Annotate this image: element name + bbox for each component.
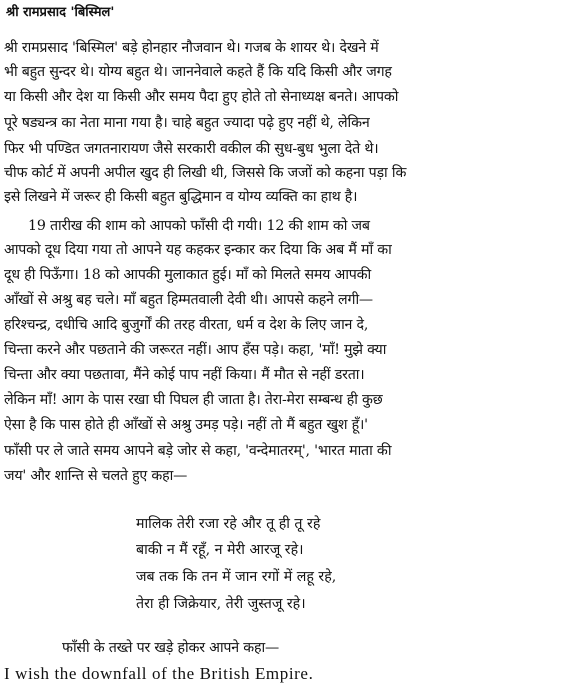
paragraph-1-line: श्री रामप्रसाद 'बिस्मिल' बड़े होनहार नौजवान थे। गजब के शायर थे। देखने में [4, 40, 379, 56]
paragraph-2-line: दूध ही पिऊँगा। 18 को आपकी मुलाकात हुई। माँ को मिलते समय आपकी [4, 267, 371, 283]
paragraph-1-line: या किसी और देश या किसी और समय पैदा हुए होते तो सेनाध्यक्ष बनते। आपको [4, 89, 399, 105]
english-quote: I wish the downfall of the British Empire. [4, 664, 314, 683]
paragraph-1-line: फिर भी पण्डित जगतनारायण जैसे सरकारी वकील की सुध-बुध भुला देते थे। [4, 141, 379, 157]
paragraph-2-line: ऐसा है कि पास होते ही आँखों से अश्रु उमड़ पड़े। नहीं तो मैं बहुत खुश हूँ।' [4, 417, 368, 433]
verse-line: बाकी न मैं रहूँ, न मेरी आरजू रहे। [136, 542, 304, 558]
paragraph-2-line: फाँसी पर ले जाते समय आपने बड़े जोर से कहा, 'वन्देमातरम्', 'भारत माता की [4, 443, 392, 459]
section-heading: श्री रामप्रसाद 'बिस्मिल' [6, 5, 115, 20]
verse-line: तेरा ही जिक्रेयार, तेरी जुस्तजू रहे। [136, 596, 306, 612]
paragraph-1-line: भी बहुत सुन्दर थे। योग्य बहुत थे। जाननेवाले कहते हैं कि यदि किसी और जगह [4, 64, 392, 80]
verse-line: मालिक तेरी रजा रहे और तू ही तू रहे [136, 516, 321, 532]
paragraph-2-line: आँखों से अश्रु बह चले। माँ बहुत हिम्मतवाली देवी थी। आपसे कहने लगी— [4, 292, 373, 308]
paragraph-2-line: हरिश्चन्द्र, दधीचि आदि बुजुर्गों की तरह वीरता, धर्म व देश के लिए जान दे, [4, 317, 369, 333]
paragraph-2-line: चिन्ता करने और पछताने की जरूरत नहीं। आप हँस पड़े। कहा, 'माँ! मुझे क्या [4, 342, 387, 358]
paragraph-1-line: इसे लिखने में जरूर ही किसी बहुत बुद्धिमान व योग्य व्यक्ति का हाथ है। [4, 189, 358, 205]
paragraph-2-line: चिन्ता और क्या पछतावा, मैंने कोई पाप नहीं किया। मैं मौत से नहीं डरता। [4, 367, 365, 383]
paragraph-2-line: जय' और शान्ति से चलते हुए कहा— [4, 468, 188, 484]
paragraph-1-line: चीफ कोर्ट में अपनी अपील खुद ही लिखी थी, जिससे कि जजों को कहना पड़ा कि [4, 165, 407, 181]
closing-line: फाँसी के तख्ते पर खड़े होकर आपने कहा— [62, 640, 279, 656]
paragraph-1-line: पूरे षड्यन्त्र का नेता माना गया है। चाहे बहुत ज्यादा पढ़े हुए नहीं थे, लेकिन [4, 115, 370, 131]
paragraph-2-line: 19 तारीख की शाम को आपको फाँसी दी गयी। 12 की शाम को जब [28, 218, 370, 234]
verse-line: जब तक कि तन में जान रगों में लहू रहे, [136, 569, 337, 585]
paragraph-2-line: आपको दूध दिया गया तो आपने यह कहकर इन्कार कर दिया कि अब मैं माँ का [4, 242, 392, 258]
paragraph-2-line: लेकिन माँ! आग के पास रखा घी पिघल ही जाता है। तेरा-मेरा सम्बन्ध ही कुछ [4, 392, 383, 408]
